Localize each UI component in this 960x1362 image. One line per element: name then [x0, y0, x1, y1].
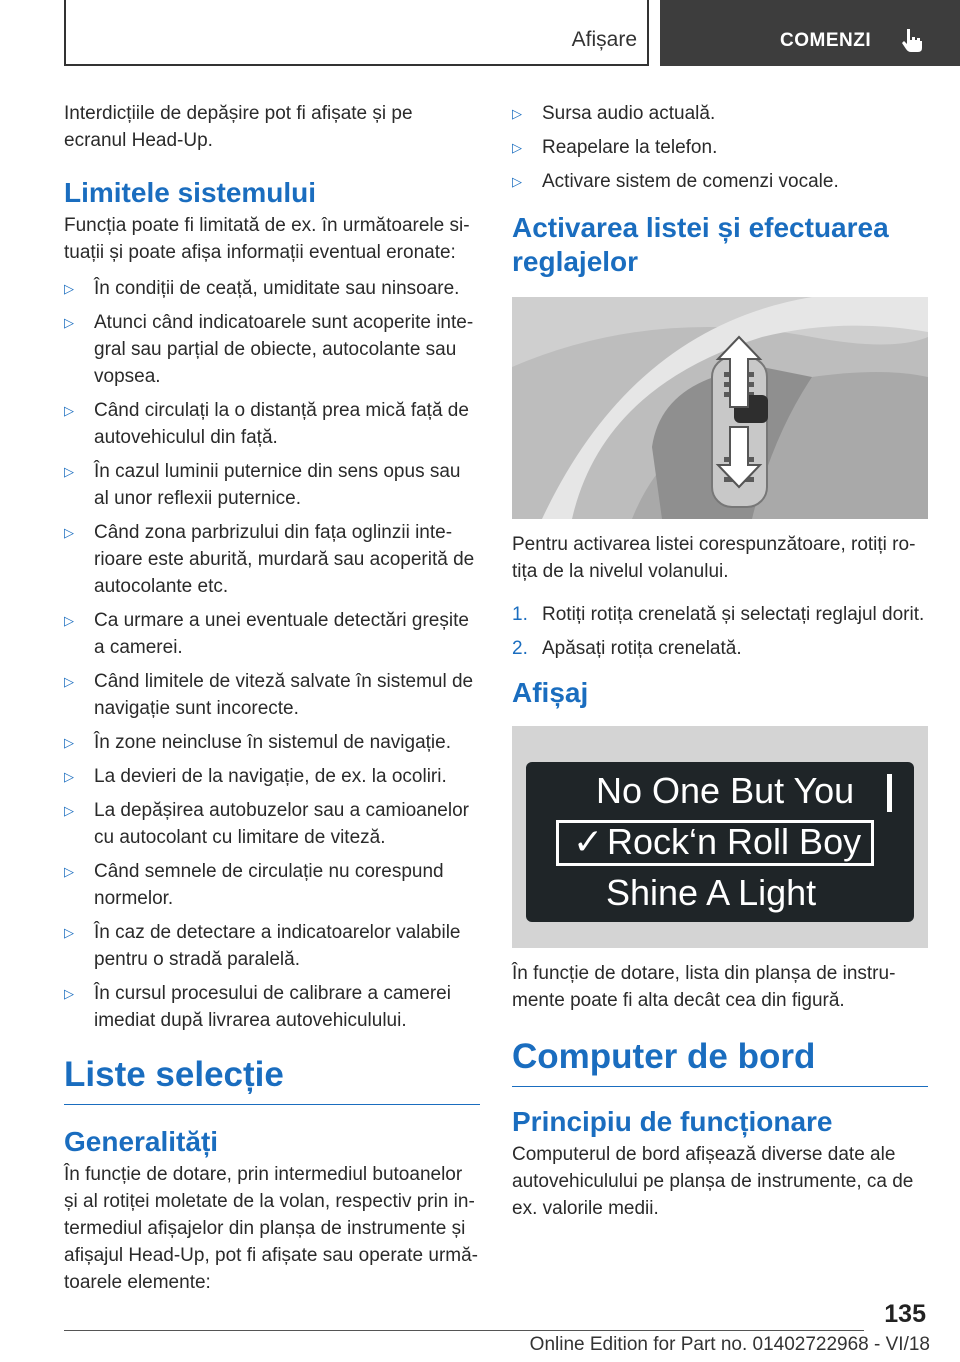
- steering-wheel-figure: [512, 297, 928, 519]
- steps-list: [512, 601, 928, 662]
- instrument-display-figure: [512, 726, 928, 948]
- display-list-item: No One But You: [596, 770, 855, 811]
- list-item: ▷ Reapelare la telefon.: [512, 134, 928, 161]
- lists-heading: Liste selecție: [64, 1054, 480, 1105]
- right-column: [512, 100, 928, 1222]
- intro-paragraph: Interdicțiile de depășire pot fi afișate și pe ecranul Head-Up.: [64, 103, 413, 151]
- list-item: ▷ Activare sistem de comenzi vocale.: [512, 168, 928, 195]
- bullet-triangle-icon: ▷: [64, 525, 74, 540]
- bullet-triangle-icon: ▷: [64, 986, 74, 1001]
- list-item: ▷ Ca urmare a unei eventuale detectări greșite a camerei.: [64, 607, 480, 661]
- list-item: ▷ Când zona parbrizului din fața oglinzii interioare este aburită, murdară sau acoperită de autocolante etc.: [64, 519, 480, 600]
- bullet-triangle-icon: ▷: [64, 769, 74, 784]
- section-tab-label: Afișare: [571, 28, 637, 51]
- principle-paragraph: Computerul de bord afișează diverse date ale autovehiculului pe planșa de instrumente, ca de ex. valorile medii.: [512, 1144, 914, 1219]
- bullet-triangle-icon: ▷: [512, 174, 522, 189]
- list-item: ▷ Sursa audio actuală.: [512, 100, 928, 127]
- list-item: ▷ În zone neincluse în sistemul de navigație.: [64, 729, 480, 756]
- chapter-tab-label: COMENZI: [780, 30, 872, 51]
- footer-edition: Online Edition for Part no. 01402722968 - VI/18: [529, 1334, 930, 1355]
- bullet-triangle-icon: ▷: [64, 613, 74, 628]
- list-item: ▷ Când semnele de circulație nu corespund normelor.: [64, 858, 480, 912]
- bullet-triangle-icon: ▷: [64, 925, 74, 940]
- bullet-triangle-icon: ▷: [64, 864, 74, 879]
- bullet-triangle-icon: ▷: [64, 281, 74, 296]
- bullet-triangle-icon: ▷: [64, 674, 74, 689]
- section-tab: [64, 0, 649, 66]
- list-item: ▷ Când circulați la o distanță prea mică față de autovehiculul din față.: [64, 397, 480, 451]
- list-item: ▷ Când limitele de viteză salvate în sistemul de navigație sunt incorecte.: [64, 668, 480, 722]
- scrollbar-indicator: [887, 774, 892, 812]
- page-header: [64, 0, 960, 66]
- display-list-item: Shine A Light: [606, 872, 817, 913]
- limits-heading: Limitele sistemului: [64, 177, 317, 208]
- bullet-triangle-icon: ▷: [64, 315, 74, 330]
- list-item: 1. Rotiți rotița crenelată și selectați reglajul dorit.: [512, 604, 925, 625]
- limits-paragraph: Funcția poate fi limitată de ex. în următoarele situații și poate afișa informații eventual eronate:: [64, 215, 470, 263]
- bullet-triangle-icon: ▷: [512, 140, 522, 155]
- hand-pointer-icon: [898, 26, 926, 54]
- list-item: ▷ La devieri de la navigație, de ex. la ocoliri.: [64, 763, 480, 790]
- list-item: 2. Apăsați rotița crenelată.: [512, 638, 742, 659]
- activate-heading: Activarea listei și efectuarea reglajelor: [512, 212, 889, 277]
- list-item: ▷ În condiții de ceață, umiditate sau ninsoare.: [64, 275, 480, 302]
- steering-wheel-thumbwheel-illustration: [512, 297, 928, 519]
- bullet-triangle-icon: ▷: [64, 735, 74, 750]
- display-selection-frame: [556, 820, 874, 866]
- general-heading: Generalități: [64, 1126, 219, 1157]
- bullet-triangle-icon: ▷: [64, 803, 74, 818]
- bullet-triangle-icon: ▷: [512, 106, 522, 121]
- list-item: ▷ În caz de detectare a indicatoarelor valabile pentru o stradă paralelă.: [64, 919, 480, 973]
- principle-heading: Principiu de funcționare: [512, 1106, 833, 1137]
- bullet-triangle-icon: ▷: [64, 403, 74, 418]
- page-number: 135: [884, 1300, 926, 1328]
- display-paragraph: În funcție de dotare, lista din planșa de instrumente poate fi alta decât cea din figură.: [512, 963, 896, 1011]
- check-icon: ✓: [573, 821, 604, 862]
- footer-rule: [64, 1330, 864, 1331]
- left-column: [64, 100, 480, 1296]
- chapter-tab: [660, 0, 960, 66]
- list-item: ▷ În cursul procesului de calibrare a camerei imediat după livrarea autovehiculului.: [64, 980, 480, 1034]
- list-item: ▷ În cazul luminii puternice din sens opus sau al unor reflexii puternice.: [64, 458, 480, 512]
- activate-paragraph: Pentru activarea listei corespunzătoare, rotiți rotița de la nivelul volanului.: [512, 534, 916, 582]
- list-item: ▷ Atunci când indicatoarele sunt acoperite integral sau parțial de obiecte, autocolante sau vopsea.: [64, 309, 480, 390]
- computer-heading: Computer de bord: [512, 1036, 928, 1087]
- display-list-item-selected: Rock‘n Roll Boy: [607, 821, 862, 862]
- display-heading: Afișaj: [512, 677, 589, 708]
- elements-list: [512, 100, 928, 195]
- display-screen: [526, 762, 914, 922]
- limits-list: [64, 275, 480, 1034]
- general-paragraph: În funcție de dotare, prin intermediul butoanelor și al rotiței moletate de la volan, respectiv prin intermediul afișajelor din planșa de instrumente și afișajul Head-Up, pot fi afișate sau operate următoarele elemente:: [64, 1164, 478, 1293]
- list-item: ▷ La depășirea autobuzelor sau a camioanelor cu autocolant cu limitare de viteză.: [64, 797, 480, 851]
- bullet-triangle-icon: ▷: [64, 464, 74, 479]
